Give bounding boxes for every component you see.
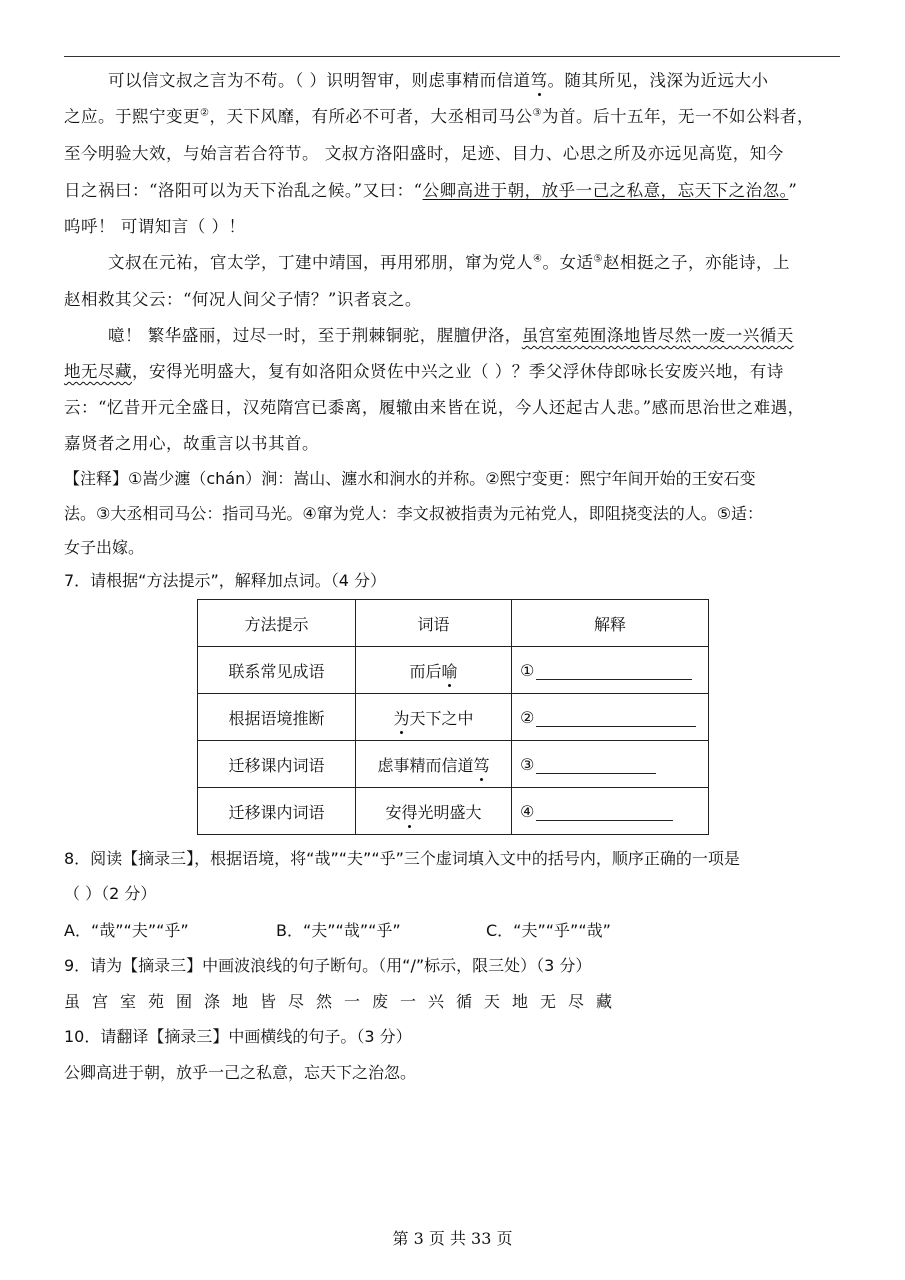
method-cell: 根据语境推断 <box>198 694 356 741</box>
answer-blank[interactable] <box>536 802 673 821</box>
notes-line: 女子出嫁。 <box>64 538 145 557</box>
wavy-sentence: 地无尽藏 <box>64 362 132 381</box>
dotted-char: 喻 <box>441 661 458 681</box>
dotted-char: 得 <box>401 802 418 822</box>
passage-line: 至今明验大效，与始言若合符节。 文叔方洛阳盛时，足迹、目力、心思之所及亦远见高览，知今 <box>64 144 784 163</box>
dotted-char: 笃 <box>473 755 490 775</box>
word-cell: 为天下之中 <box>356 694 512 741</box>
option-a[interactable]: A．“哉”“夫”“乎” <box>64 921 189 940</box>
word-cell: 安得光明盛大 <box>356 788 512 835</box>
method-cell: 迁移课内词语 <box>198 788 356 835</box>
answer-cell: ④ <box>512 788 709 835</box>
answer-cell: ① <box>512 647 709 694</box>
passage-line: 可以信文叔之言为不苟。（ ）识明智审，则虑事精而信道笃。随其所见，浅深为近远大小 <box>108 71 769 90</box>
word-cell: 而后喻 <box>356 647 512 694</box>
underlined-sentence: 公卿高进于朝，放乎一己之私意，忘天下之治忽。 <box>422 181 789 200</box>
method-cell: 迁移课内词语 <box>198 741 356 788</box>
page-footer: 第 3 页 共 33 页 <box>392 1229 513 1248</box>
notes-line: 【注释】①嵩少瀍（chán）涧：嵩山、瀍水和涧水的并称。②熙宁变更：熙宁年间开始的王安石变 <box>64 469 756 488</box>
passage-line: 之应。于熙宁变更②，天下风靡，有所必不可者，大丞相司马公③为首。后十五年，无一不如公料者， <box>64 107 814 126</box>
answer-cell: ③ <box>512 741 709 788</box>
method-cell: 联系常见成语 <box>198 647 356 694</box>
question-8-stem: 8．阅读【摘录三】，根据语境，将“哉”“夫”“乎”三个虚词填入文中的括号内，顺序正确的一项是 <box>64 849 740 868</box>
option-b[interactable]: B．“夫”“哉”“乎” <box>276 921 401 940</box>
answer-blank[interactable] <box>536 661 692 680</box>
question-7-stem: 7．请根据“方法提示”，解释加点词。（4 分） <box>64 571 387 590</box>
table-header-row <box>198 600 709 647</box>
option-c[interactable]: C．“夫”“乎”“哉” <box>486 921 611 940</box>
wavy-sentence: 虽宫室苑囿涤地皆尽然一废一兴循天 <box>521 326 794 345</box>
table-row <box>198 741 709 788</box>
table-row <box>198 788 709 835</box>
top-rule <box>64 56 840 57</box>
method-table <box>197 599 709 835</box>
table-header: 解释 <box>512 600 709 647</box>
passage-line: 赵相救其父云：“何况人间父子情？”识者哀之。 <box>64 290 422 309</box>
passage-line: 地无尽藏，安得光明盛大，复有如洛阳众贤佐中兴之业（ ）？季父浮休侍郎咏长安废兴地，有诗 <box>64 362 784 381</box>
question-9-stem: 9．请为【摘录三】中画波浪线的句子断句。（用“/”标示，限三处）（3 分） <box>64 956 592 975</box>
table-header: 词语 <box>356 600 512 647</box>
answer-cell: ② <box>512 694 709 741</box>
question-10-sentence: 公卿高进于朝，放乎一己之私意，忘天下之治忽。 <box>64 1063 417 1082</box>
answer-blank[interactable] <box>536 708 696 727</box>
dotted-char: 笃 <box>530 71 548 90</box>
notes-line: 法。③大丞相司马公：指司马光。④窜为党人：李文叔被指责为元祐党人，即阻挠变法的人。⑤适： <box>64 504 764 523</box>
passage-line: 文叔在元祐，官太学，丁建中靖国，再用邪朋，窜为党人④。女适⑤赵相挺之子，亦能诗，上 <box>108 253 790 272</box>
question-9-sentence: 虽宫室苑囿涤地皆尽然一废一兴循天地无尽藏 <box>64 992 625 1011</box>
passage-line: 嘉贤者之用心，故重言以书其首。 <box>64 434 319 453</box>
table-row <box>198 647 709 694</box>
passage-line: 日之祸曰：“洛阳可以为天下治乱之候。”又曰：“公卿高进于朝，放乎一己之私意，忘天下之治忽。” <box>64 181 798 200</box>
question-10-stem: 10．请翻译【摘录三】中画横线的句子。（3 分） <box>64 1027 412 1046</box>
answer-blank[interactable] <box>536 755 656 774</box>
table-row <box>198 694 709 741</box>
table-header: 方法提示 <box>198 600 356 647</box>
question-8-stem-cont: （ ）（2 分） <box>64 884 157 903</box>
passage-line: 云：“忆昔开元全盛日，汉苑隋宫已黍离，履辙由来皆在说，今人还起古人悲。”感而思治世之难遇， <box>64 398 805 417</box>
dotted-char: 为 <box>393 708 410 728</box>
word-cell: 虑事精而信道笃 <box>356 741 512 788</box>
passage-line: 噫！ 繁华盛丽，过尽一时，至于荆棘铜驼，腥膻伊洛，虽宫室苑囿涤地皆尽然一废一兴循天 <box>108 326 794 345</box>
passage-line: 呜呼！ 可谓知言（ ）！ <box>64 217 246 236</box>
